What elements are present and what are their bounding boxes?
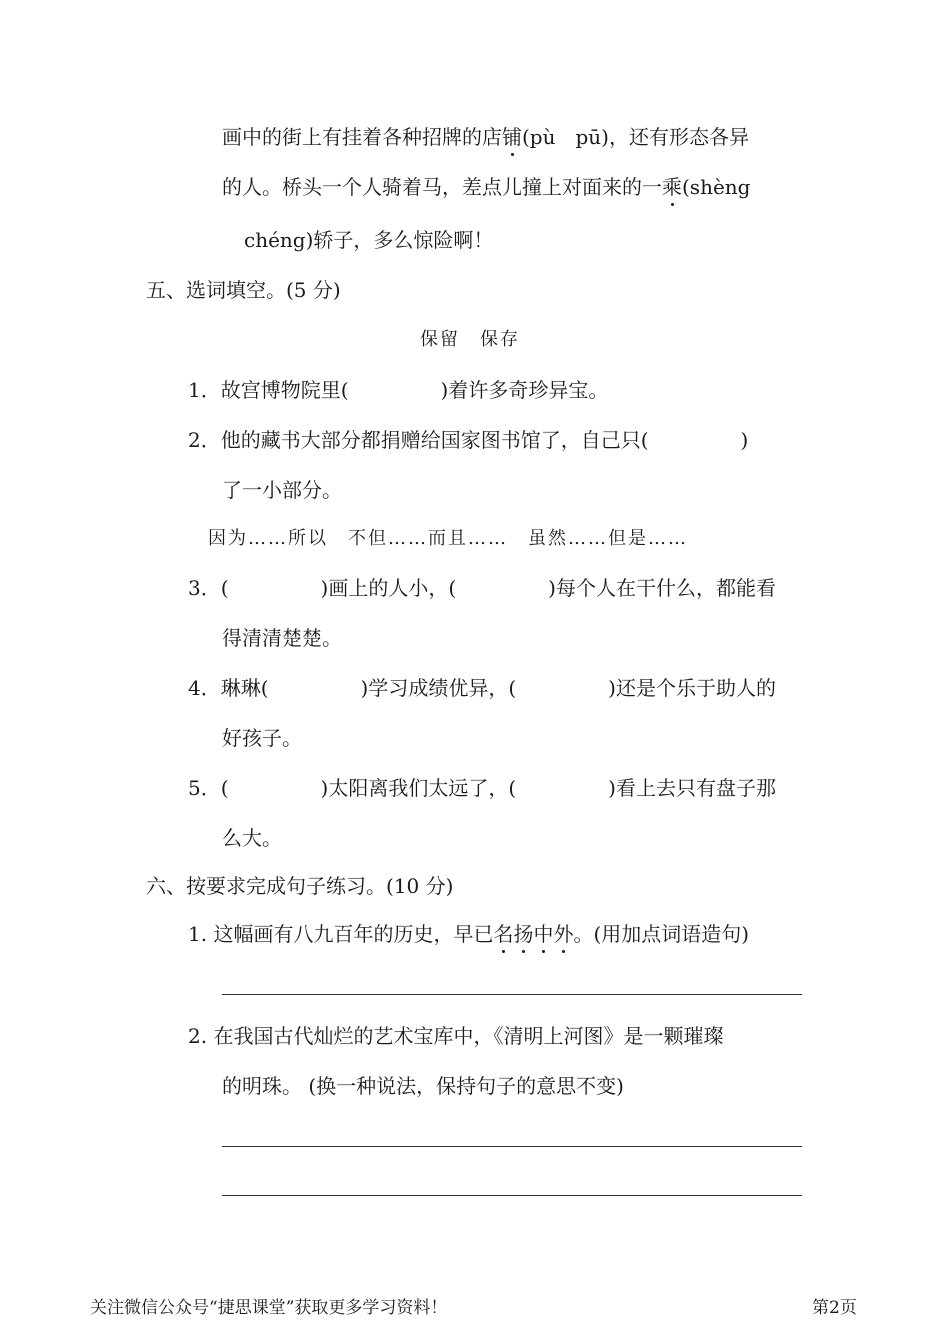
dotted-char: 铺 — [502, 125, 522, 149]
text: (pù pū)，还有形态各异 — [522, 125, 749, 149]
passage-line: chéng)轿子，多么惊险啊！ — [244, 228, 494, 252]
text: )还是个乐于助人的 — [608, 676, 776, 700]
page-number: 第2页 — [812, 1298, 857, 1318]
question-2-cont: 了一小部分。 — [222, 478, 342, 502]
section-title: 六、按要求完成句子练习。(10 分) — [146, 874, 454, 898]
question-5-cont: 么大。 — [222, 826, 282, 850]
text: 。(用加点词语造句) — [573, 922, 750, 946]
text: 2．他的藏书大部分都捐赠给国家图书馆了，自己只( — [188, 428, 649, 452]
question-3-cont: 得清清楚楚。 — [222, 626, 342, 650]
text: 1．故宫博物院里( — [188, 378, 349, 402]
word-options: 因为……所以 不但……而且…… 虽然……但是…… — [208, 528, 688, 549]
passage-line — [222, 123, 749, 151]
text: 4．琳琳( — [188, 676, 269, 700]
word-options: 保留 保存 — [420, 329, 520, 350]
text: (shèng — [682, 175, 751, 199]
question-5 — [188, 774, 776, 802]
answer-line[interactable] — [222, 1195, 802, 1196]
dotted-char: 乘 — [662, 175, 682, 199]
text: )每个人在干什么，都能看 — [548, 576, 776, 600]
text: )着许多奇珍异宝。 — [440, 378, 609, 402]
dotted-char: 名 — [493, 922, 514, 946]
section-title: 五、选词填空。(5 分) — [146, 278, 341, 302]
sentence-question-1 — [188, 920, 749, 948]
text: )画上的人小，( — [320, 576, 457, 600]
text: 1. 这幅画有八九百年的历史，早已 — [188, 922, 494, 946]
sentence-question-2: 2. 在我国古代灿烂的艺术宝库中，《清明上河图》是一颗璀璨 — [188, 1024, 724, 1048]
answer-line[interactable] — [222, 1146, 802, 1147]
dotted-char: 扬 — [513, 922, 534, 946]
footer-note: 关注微信公众号“捷思课堂”获取更多学习资料！ — [90, 1298, 448, 1318]
question-4-cont: 好孩子。 — [222, 726, 302, 750]
answer-line[interactable] — [222, 994, 802, 995]
sentence-question-2-cont: 的明珠。 (换一种说法，保持句子的意思不变) — [222, 1074, 624, 1098]
question-4 — [188, 674, 776, 702]
text: )学习成绩优异，( — [360, 676, 517, 700]
text: )太阳离我们太远了，( — [320, 776, 517, 800]
dotted-char: 中 — [533, 922, 554, 946]
text: ) — [740, 428, 749, 452]
text: 3．( — [188, 576, 229, 600]
text: 的人。桥头一个人骑着马，差点儿撞上对面来的一 — [222, 175, 662, 199]
question-3 — [188, 574, 776, 602]
dotted-char: 外 — [553, 922, 574, 946]
question-2 — [188, 426, 748, 454]
question-1 — [188, 376, 608, 404]
text: 5．( — [188, 776, 229, 800]
text: 画中的街上有挂着各种招牌的店 — [222, 125, 502, 149]
passage-line — [222, 173, 750, 201]
text: )看上去只有盘子那 — [608, 776, 776, 800]
